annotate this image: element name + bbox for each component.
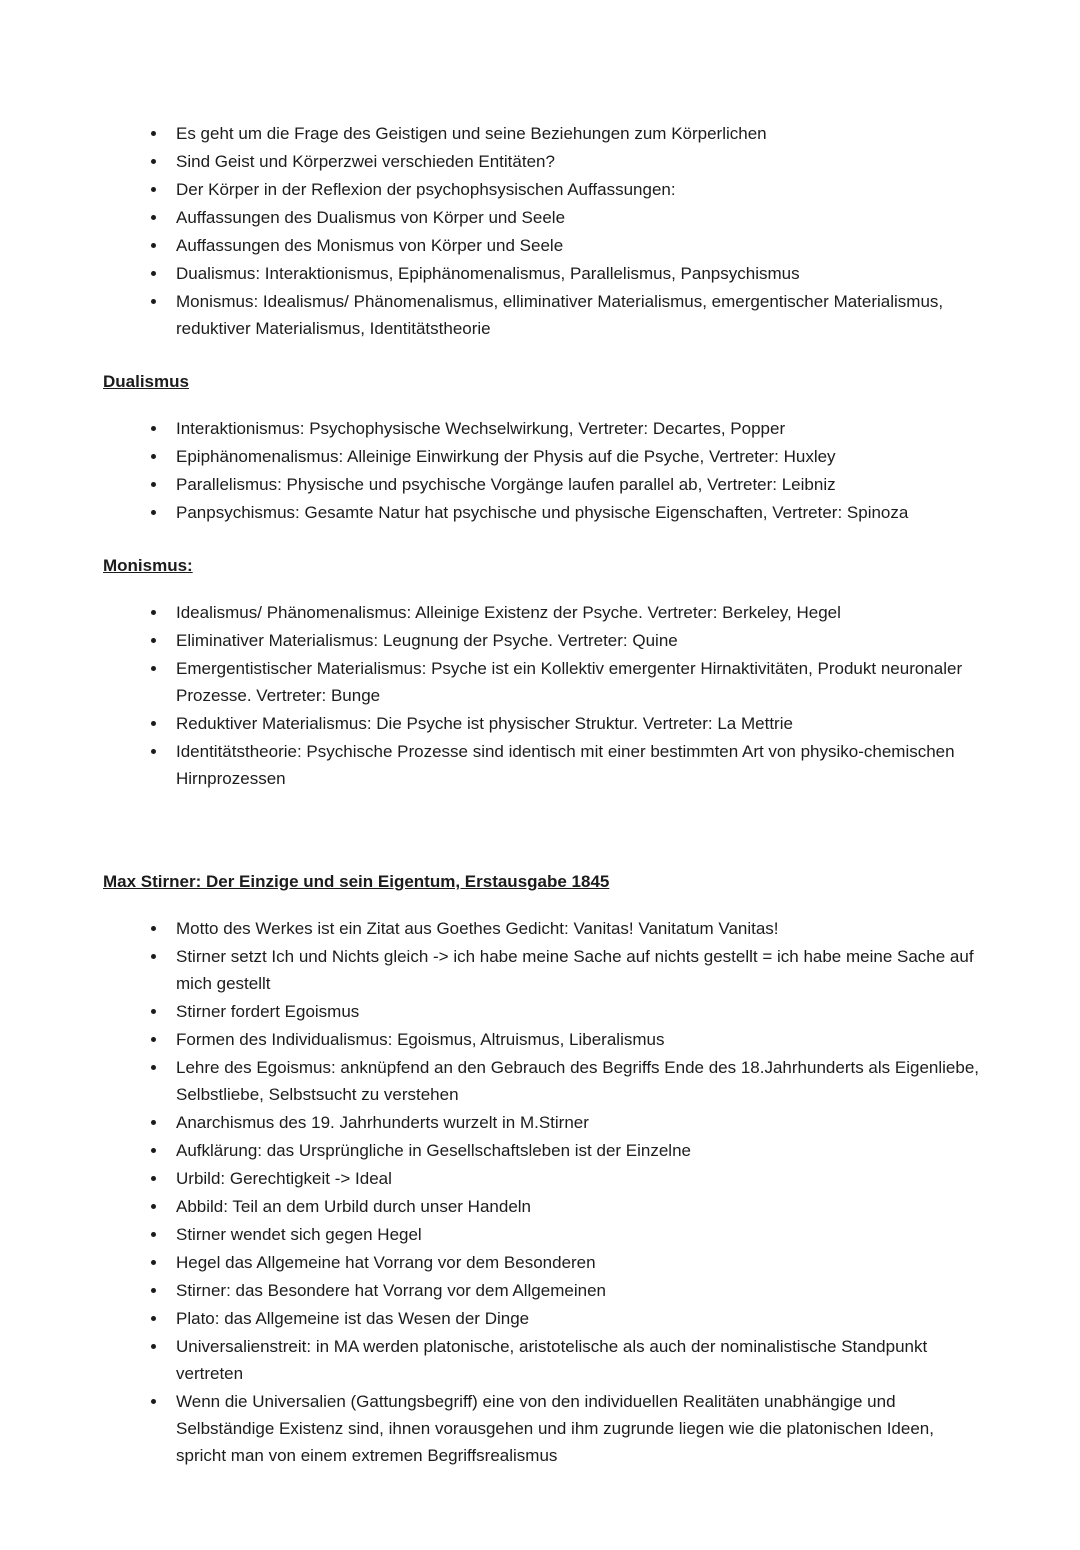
bullet-item: • Auffassungen des Monismus von Körper und Seele	[168, 232, 982, 259]
bullet-list	[103, 415, 982, 526]
bullet-item: • Dualismus: Interaktionismus, Epiphänomenalismus, Parallelismus, Panpsychismus	[168, 260, 982, 287]
bullet-item: • Universalienstreit: in MA werden platonische, aristotelische als auch der nominalistische Standpunkt vertreten	[168, 1333, 982, 1387]
document-section	[103, 120, 982, 342]
bullet-item: • Hegel das Allgemeine hat Vorrang vor dem Besonderen	[168, 1249, 982, 1276]
bullet-item: • Auffassungen des Dualismus von Körper und Seele	[168, 204, 982, 231]
document-sections	[103, 120, 982, 1469]
bullet-item: • Aufklärung: das Ursprüngliche in Gesellschaftsleben ist der Einzelne	[168, 1137, 982, 1164]
bullet-list	[103, 599, 982, 792]
bullet-item: • Interaktionismus: Psychophysische Wechselwirkung, Vertreter: Decartes, Popper	[168, 415, 982, 442]
bullet-item: • Eliminativer Materialismus: Leugnung der Psyche. Vertreter: Quine	[168, 627, 982, 654]
bullet-list	[103, 120, 982, 342]
bullet-item: • Wenn die Universalien (Gattungsbegriff) eine von den individuellen Realitäten unabhängige und Selbständige Existenz sind, ihnen vorausgehen und ihm zugrunde liegen wie die platonischen Ideen, spricht man von einem extremen Begriffsrealismus	[168, 1388, 982, 1469]
bullet-item: • Emergentistischer Materialismus: Psyche ist ein Kollektiv emergenter Hirnaktivitäten, Produkt neuronaler Prozesse. Vertreter: Bunge	[168, 655, 982, 709]
bullet-item: • Stirner wendet sich gegen Hegel	[168, 1221, 982, 1248]
bullet-item: • Plato: das Allgemeine ist das Wesen der Dinge	[168, 1305, 982, 1332]
section-heading: Monismus:	[103, 556, 193, 575]
section-heading: Max Stirner: Der Einzige und sein Eigentum, Erstausgabe 1845	[103, 872, 610, 891]
bullet-item: • Motto des Werkes ist ein Zitat aus Goethes Gedicht: Vanitas! Vanitatum Vanitas!	[168, 915, 982, 942]
bullet-item: • Identitätstheorie: Psychische Prozesse sind identisch mit einer bestimmten Art von physiko-chemischen Hirnprozessen	[168, 738, 982, 792]
bullet-list	[103, 915, 982, 1469]
bullet-item: • Formen des Individualismus: Egoismus, Altruismus, Liberalismus	[168, 1026, 982, 1053]
document-section	[103, 552, 982, 792]
section-heading: Dualismus	[103, 372, 189, 391]
bullet-item: • Stirner setzt Ich und Nichts gleich -> ich habe meine Sache auf nichts gestellt = ich habe meine Sache auf mich gestellt	[168, 943, 982, 997]
bullet-item: • Epiphänomenalismus: Alleinige Einwirkung der Physis auf die Psyche, Vertreter: Huxley	[168, 443, 982, 470]
bullet-item: • Reduktiver Materialismus: Die Psyche ist physischer Struktur. Vertreter: La Mettrie	[168, 710, 982, 737]
bullet-item: • Parallelismus: Physische und psychische Vorgänge laufen parallel ab, Vertreter: Leibniz	[168, 471, 982, 498]
document-section	[103, 368, 982, 526]
bullet-item: • Sind Geist und Körperzwei verschieden Entitäten?	[168, 148, 982, 175]
bullet-item: • Stirner fordert Egoismus	[168, 998, 982, 1025]
bullet-item: • Idealismus/ Phänomenalismus: Alleinige Existenz der Psyche. Vertreter: Berkeley, Hegel	[168, 599, 982, 626]
bullet-item: • Urbild: Gerechtigkeit -> Ideal	[168, 1165, 982, 1192]
bullet-item: • Es geht um die Frage des Geistigen und seine Beziehungen zum Körperlichen	[168, 120, 982, 147]
bullet-item: • Anarchismus des 19. Jahrhunderts wurzelt in M.Stirner	[168, 1109, 982, 1136]
bullet-item: • Der Körper in der Reflexion der psychophsysischen Auffassungen:	[168, 176, 982, 203]
bullet-item: • Stirner: das Besondere hat Vorrang vor dem Allgemeinen	[168, 1277, 982, 1304]
document-section	[103, 868, 982, 1469]
bullet-item: • Lehre des Egoismus: anknüpfend an den Gebrauch des Begriffs Ende des 18.Jahrhunderts als Eigenliebe, Selbstliebe, Selbstsucht zu verstehen	[168, 1054, 982, 1108]
bullet-item: • Panpsychismus: Gesamte Natur hat psychische und physische Eigenschaften, Vertreter: Spinoza	[168, 499, 982, 526]
bullet-item: • Monismus: Idealismus/ Phänomenalismus, elliminativer Materialismus, emergentischer Materialismus, reduktiver Materialismus, Identitätstheorie	[168, 288, 982, 342]
bullet-item: • Abbild: Teil an dem Urbild durch unser Handeln	[168, 1193, 982, 1220]
